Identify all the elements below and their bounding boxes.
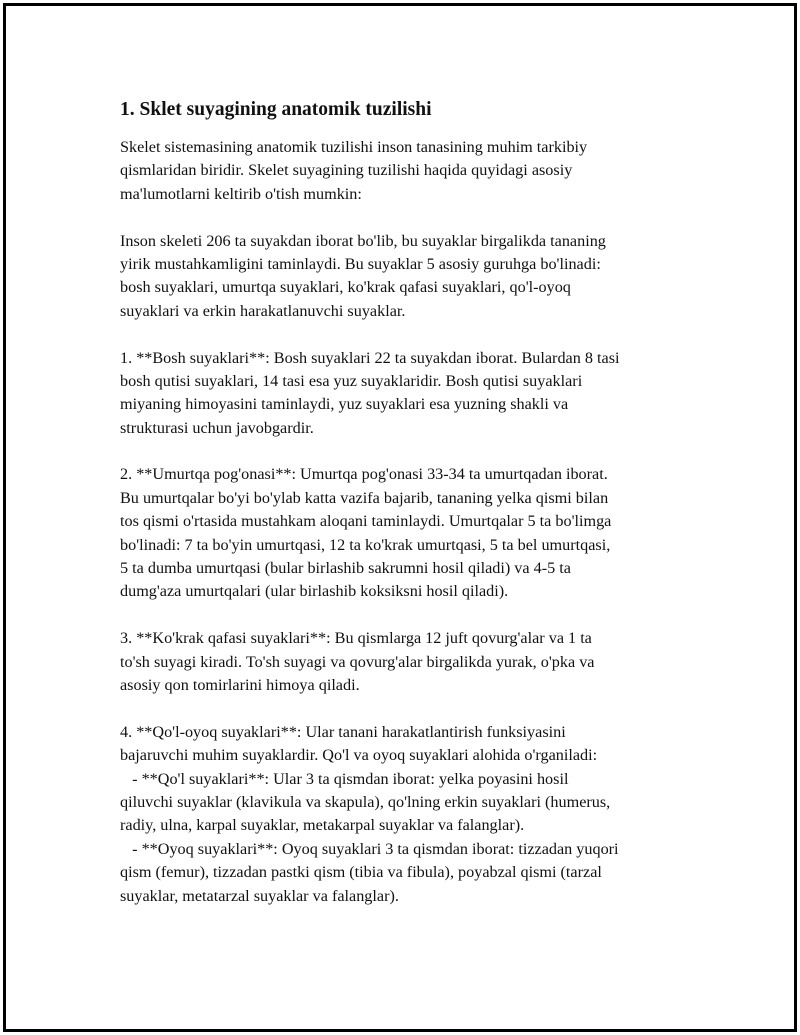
- text-line: 4. **Qo'l-oyoq suyaklari**: Ular tanani harakatlantirish funksiyasini: [120, 722, 566, 741]
- text-line: ma'lumotlarni keltirib o'tish mumkin:: [120, 184, 362, 203]
- text-line: 3. **Ko'krak qafasi suyaklari**: Bu qismlarga 12 juft qovurg'alar va 1 ta: [120, 629, 592, 648]
- text-line: dumg'aza umurtqalari (ular birlashib koksiksni hosil qiladi).: [120, 582, 509, 601]
- text-line: to'sh suyagi kiradi. To'sh suyagi va qovurg'alar birgalikda yurak, o'pka va: [120, 652, 595, 671]
- paragraph: [120, 347, 700, 441]
- paragraph: [120, 136, 700, 206]
- text-line: bajaruvchi muhim suyaklardir. Qo'l va oyoq suyaklari alohida o'rganiladi:: [120, 746, 598, 765]
- text-line: Bu umurtqalar bo'yi bo'ylab katta vazifa bajarib, tananing yelka qismi bilan: [120, 488, 609, 507]
- text-line: bosh qutisi suyaklari, 14 tasi esa yuz suyaklaridir. Bosh qutisi suyaklari: [120, 371, 583, 390]
- text-line: asosiy qon tomirlarini himoya qiladi.: [120, 675, 360, 694]
- paragraph-spacer: [120, 323, 700, 346]
- paragraph-spacer: [120, 206, 700, 229]
- text-line: Inson skeleti 206 ta suyakdan iborat bo'lib, bu suyaklar birgalikda tananing: [120, 231, 606, 250]
- document-body: [120, 98, 700, 908]
- text-line: tos qismi o'rtasida mustahkam aloqani taminlaydi. Umurtqalar 5 ta bo'limga: [120, 512, 612, 531]
- text-line: radiy, ulna, karpal suyaklar, metakarpal suyaklar va falanglar).: [120, 816, 525, 835]
- page-frame: [3, 3, 797, 1032]
- text-line: 2. **Umurtqa pog'onasi**: Umurtqa pog'onasi 33-34 ta umurtqadan iborat.: [120, 465, 608, 484]
- text-line: suyaklar, metatarzal suyaklar va falanglar).: [120, 886, 399, 905]
- text-line: qiluvchi suyaklar (klavikula va skapula), qo'lning erkin suyaklari (humerus,: [120, 792, 611, 811]
- text-line: bosh suyaklari, umurtqa suyaklari, ko'krak qafasi suyaklari, qo'l-oyoq: [120, 278, 571, 297]
- text-line: bo'linadi: 7 ta bo'yin umurtqasi, 12 ta ko'krak umurtqasi, 5 ta bel umurtqasi,: [120, 535, 611, 554]
- paragraph: [120, 463, 700, 603]
- text-line: 1. **Bosh suyaklari**: Bosh suyaklari 22 ta suyakdan iborat. Bulardan 8 tasi: [120, 348, 620, 367]
- text-line: Skelet sistemasining anatomik tuzilishi inson tanasining muhim tarkibiy: [120, 138, 588, 156]
- text-line: 5 ta dumba umurtqasi (bular birlashib sakrumni hosil qiladi) va 4-5 ta: [120, 559, 571, 578]
- text-line: - **Qo'l suyaklari**: Ular 3 ta qismdan iborat: yelka poyasini hosil: [120, 769, 569, 788]
- text-line: qismlaridan biridir. Skelet suyagining tuzilishi haqida quyidagi asosiy: [120, 161, 573, 180]
- text-line: yirik mustahkamligini taminlaydi. Bu suyaklar 5 asosiy guruhga bo'linadi:: [120, 254, 601, 273]
- paragraph-spacer: [120, 604, 700, 627]
- paragraph: [120, 230, 700, 324]
- paragraph: [120, 721, 700, 908]
- paragraph-spacer: [120, 440, 700, 463]
- paragraph-spacer: [120, 697, 700, 720]
- section-heading: 1. Sklet suyagining anatomik tuzilishi: [120, 99, 432, 120]
- paragraph: [120, 627, 700, 697]
- text-line: qism (femur), tizzadan pastki qism (tibia va fibula), poyabzal qismi (tarzal: [120, 863, 602, 882]
- text-line: strukturasi uchun javobgardir.: [120, 418, 314, 437]
- text-line: miyaning himoyasini taminlaydi, yuz suyaklari esa yuzning shakli va: [120, 395, 569, 414]
- text-line: - **Oyoq suyaklari**: Oyoq suyaklari 3 ta qismdan iborat: tizzadan yuqori: [120, 839, 619, 858]
- text-line: suyaklari va erkin harakatlanuvchi suyaklar.: [120, 301, 406, 320]
